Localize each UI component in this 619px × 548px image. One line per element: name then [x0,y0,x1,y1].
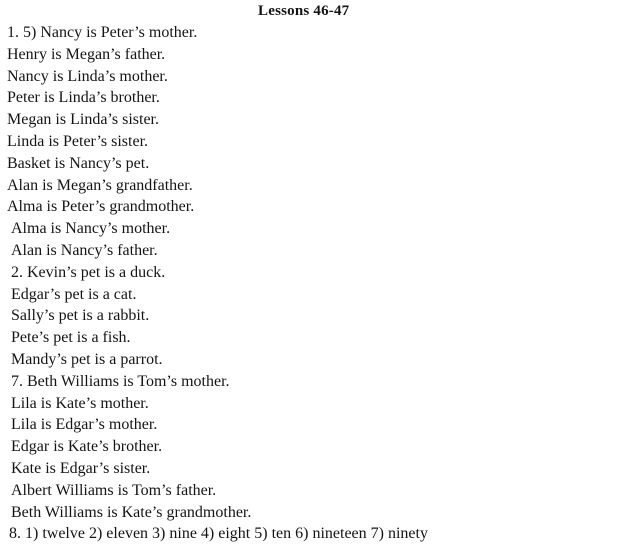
answer-line: Lila is Edgar’s mother. [11,416,158,434]
answer-line: Linda is Peter’s sister. [7,132,149,150]
answer-list [0,22,428,545]
answer-line: Sally’s pet is a rabbit. [11,307,150,325]
answer-line: Henry is Megan’s father. [7,45,166,63]
answer-line: Alma is Peter’s grandmother. [7,198,195,216]
answer-line: Megan is Linda’s sister. [7,111,159,129]
answer-line: 2. Kevin’s pet is a duck. [11,263,166,281]
answer-line: 7. Beth Williams is Tom’s mother. [11,372,230,390]
answer-line: Peter is Linda’s brother. [7,89,160,107]
answer-line: 8. 1) twelve 2) eleven 3) nine 4) eight 5) ten 6) nineteen 7) ninety [9,525,428,543]
answer-line: Pete’s pet is a fish. [11,329,131,347]
answer-line: Lila is Kate’s mother. [11,394,149,412]
answer-line: Albert Williams is Tom’s father. [11,481,217,499]
answer-line: Nancy is Linda’s mother. [7,67,168,85]
answer-line: Basket is Nancy’s pet. [7,154,150,172]
answer-line: Edgar is Kate’s brother. [11,438,163,456]
answer-line: Alan is Nancy’s father. [11,241,158,259]
answer-line: Alan is Megan’s grandfather. [7,176,193,194]
answer-line: 1. 5) Nancy is Peter’s mother. [7,24,198,41]
answer-line: Edgar’s pet is a cat. [11,285,137,303]
answer-line: Alma is Nancy’s mother. [11,220,171,238]
answer-line: Kate is Edgar’s sister. [11,459,151,477]
answer-line: Mandy’s pet is a parrot. [11,350,163,368]
answer-line: Beth Williams is Kate’s grandmother. [11,503,252,521]
page-title: Lessons 46-47 [258,3,350,19]
